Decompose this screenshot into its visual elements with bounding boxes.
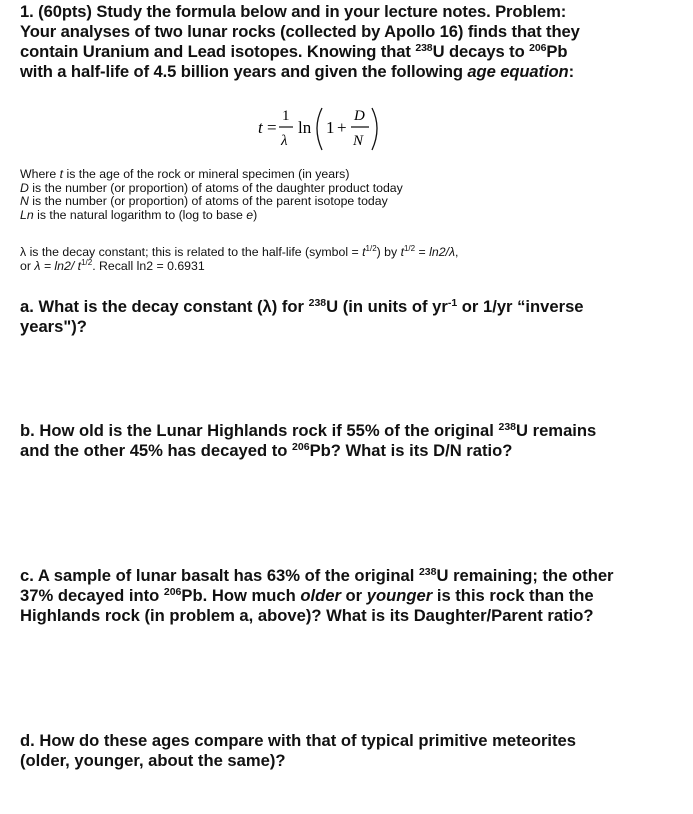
formula-plus: + bbox=[337, 118, 347, 137]
question-d-line-2: (older, younger, about the same)? bbox=[20, 751, 286, 770]
definition-n bbox=[20, 195, 480, 209]
question-c-younger: younger bbox=[366, 586, 433, 605]
definition-ln bbox=[20, 209, 480, 223]
definition-t-prefix: Where bbox=[20, 167, 60, 181]
decay-recall: . Recall ln2 = 0.6931 bbox=[92, 259, 205, 273]
problem-line-4 bbox=[20, 62, 680, 82]
question-b-text-1: b. How old is the Lunar Highlands rock if 55% of the original bbox=[20, 421, 499, 440]
decay-note-text-2: ) by bbox=[376, 245, 401, 259]
definition-d-text: is the number (or proportion) of atoms of the daughter product today bbox=[28, 180, 403, 195]
question-d-line-1: d. How do these ages compare with that of typical primitive meteorites bbox=[20, 731, 577, 750]
age-equation-term: age equation bbox=[467, 62, 569, 81]
problem-line-3 bbox=[20, 42, 680, 62]
definition-d-var: D bbox=[20, 180, 29, 195]
question-a-line-2: years")? bbox=[20, 317, 87, 336]
question-b-line-2 bbox=[20, 441, 680, 461]
question-b-text-2: U remains bbox=[516, 421, 597, 440]
formula-d: D bbox=[354, 108, 365, 124]
definition-d bbox=[20, 182, 480, 196]
question-c-text-3: 37% decayed into bbox=[20, 586, 164, 605]
question-a-text-2: U (in units of yr bbox=[326, 297, 448, 316]
question-a-text-1: a. What is the decay constant (λ) for bbox=[20, 297, 309, 316]
definition-n-var: N bbox=[20, 194, 29, 209]
question-b-mass-2: 206 bbox=[292, 441, 310, 453]
question-c-line-1 bbox=[20, 566, 680, 586]
decay-lambda-formula: λ = ln2/ t bbox=[34, 259, 82, 273]
question-c bbox=[20, 566, 680, 626]
question-a-mass: 238 bbox=[308, 297, 327, 309]
formula-numerator-one: 1 bbox=[282, 108, 290, 124]
formula-equals: = bbox=[267, 118, 277, 137]
decay-note-text-3: = bbox=[415, 245, 430, 259]
formula-lambda: λ bbox=[281, 133, 288, 149]
definition-ln-end: ) bbox=[253, 207, 258, 222]
definition-ln-text: is the natural logarithm to (log to base bbox=[33, 207, 247, 222]
decay-note-line-2 bbox=[20, 259, 580, 273]
decay-lambda: λ bbox=[20, 245, 27, 259]
isotope-mass-pb206: 206 bbox=[529, 42, 547, 54]
question-a-text-3: or 1/yr “inverse bbox=[457, 297, 584, 316]
problem-statement bbox=[20, 2, 680, 82]
definition-t bbox=[20, 168, 480, 182]
decay-note-text-1: is the decay constant; this is related to the half-life (symbol = bbox=[26, 245, 363, 259]
decay-lambda-sup: 1/2 bbox=[81, 258, 93, 267]
isotope-mass-u238: 238 bbox=[415, 42, 433, 54]
question-a-exponent: -1 bbox=[447, 297, 458, 309]
problem-line-3-text: contain Uranium and Lead isotopes. Knowing that bbox=[20, 42, 416, 61]
question-b-line-1 bbox=[20, 421, 680, 441]
definition-t-var: t bbox=[59, 167, 64, 181]
formula-left-paren bbox=[317, 108, 322, 150]
decay-note-text-4: , bbox=[455, 245, 459, 259]
question-c-mass-2: 206 bbox=[163, 586, 182, 598]
question-d bbox=[20, 731, 680, 771]
question-c-line-3: Highlands rock (in problem a, above)? What is its Daughter/Parent ratio? bbox=[20, 606, 594, 625]
formula-t: t bbox=[258, 118, 263, 137]
decay-halflife-t: t bbox=[362, 245, 366, 259]
question-a bbox=[20, 297, 680, 337]
question-c-older: older bbox=[300, 586, 341, 605]
problem-line-2: Your analyses of two lunar rocks (collected by Apollo 16) finds that they bbox=[20, 22, 580, 41]
question-c-line-2 bbox=[20, 586, 680, 606]
decay-constant-note bbox=[20, 245, 580, 273]
question-c-mass-1: 238 bbox=[418, 566, 437, 578]
decay-note-line-1 bbox=[20, 245, 580, 259]
decay-halflife-t2: t bbox=[400, 245, 404, 259]
variable-definitions bbox=[20, 168, 480, 222]
question-b-text-4: Pb? What is its D/N ratio? bbox=[309, 441, 513, 460]
definition-ln-e: e bbox=[246, 207, 254, 222]
decay-halflife-sup: 1/2 bbox=[365, 244, 377, 253]
isotope-uranium: U decays to bbox=[432, 42, 530, 61]
decay-halflife-sup2: 1/2 bbox=[403, 244, 416, 253]
decay-halflife-formula: ln2/λ bbox=[429, 245, 456, 259]
question-b-mass-1: 238 bbox=[498, 421, 517, 433]
question-c-text-4: Pb. How much bbox=[181, 586, 301, 605]
question-c-text-6: is this rock than the bbox=[432, 586, 594, 605]
isotope-lead: Pb bbox=[546, 42, 568, 61]
formula-inner-one: 1 bbox=[326, 118, 335, 137]
question-b-text-3: and the other 45% has decayed to bbox=[20, 441, 293, 460]
question-c-text-1: c. A sample of lunar basalt has 63% of the original bbox=[20, 566, 419, 585]
problem-line-4-text: with a half-life of 4.5 billion years and given the following bbox=[20, 62, 468, 81]
definition-t-text: is the age of the rock or mineral specimen (in years) bbox=[63, 167, 350, 181]
problem-line-1: 1. (60pts) Study the formula below and in your lecture notes. Problem: bbox=[20, 2, 567, 21]
question-c-text-2: U remaining; the other bbox=[436, 566, 614, 585]
formula-ln: ln bbox=[298, 118, 312, 137]
definition-n-text: is the number (or proportion) of atoms of the parent isotope today bbox=[28, 194, 388, 209]
question-a-line-1 bbox=[20, 297, 680, 317]
problem-line-4-end: : bbox=[568, 62, 575, 81]
formula-n: N bbox=[353, 133, 364, 149]
question-b bbox=[20, 421, 680, 461]
decay-note-or: or bbox=[20, 259, 35, 273]
definition-ln-var: Ln bbox=[20, 207, 34, 222]
age-equation-formula bbox=[258, 98, 438, 158]
question-c-text-5: or bbox=[340, 586, 367, 605]
formula-right-paren bbox=[372, 108, 377, 150]
